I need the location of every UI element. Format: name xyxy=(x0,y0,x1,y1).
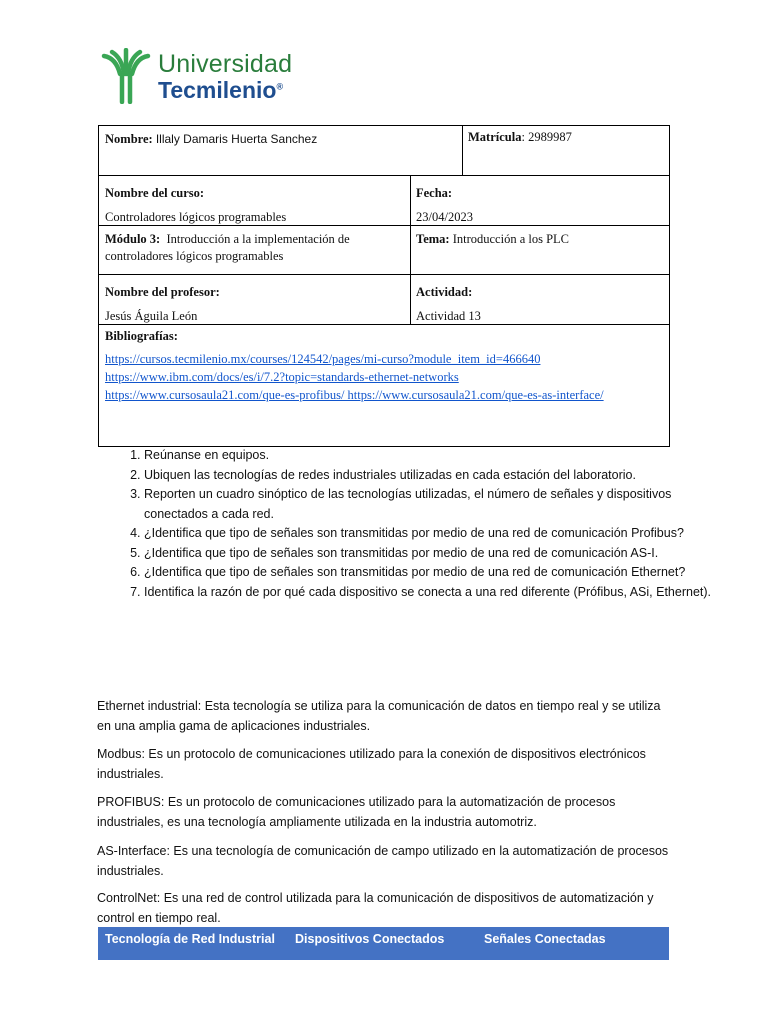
info-table xyxy=(98,125,670,447)
list-item: 1. Reúnanse en equipos. xyxy=(144,446,714,466)
bibliografias-cell: Bibliografías: https://cursos.tecmilenio.mx/courses/124542/pages/mi-curso?module_item_id=466640 https://www.ibm.com/docs/es/i/7.2?topic=standards-ethernet-networks https://www.cursosaula21.com/que-es-profibus/ https://www.cursosaula21.com/que-es-as-interface/ xyxy=(99,325,670,408)
instructions-list xyxy=(100,446,714,602)
logo-line2: Tecmilenio® xyxy=(158,77,284,103)
list-item: 4. ¿Identifica que tipo de señales son transmitidas por medio de una red de comunicación Profibus? xyxy=(144,524,714,544)
paragraph-profibus: PROFIBUS: Es un protocolo de comunicaciones utilizado para la automatización de procesos industriales, es una tecnología ampliamente utilizada en la industria automotriz. xyxy=(97,795,616,829)
link-tecmilenio[interactable]: https://cursos.tecmilenio.mx/courses/124542/pages/mi-curso?module_item_id=466640 xyxy=(105,352,541,366)
link-cursosaula21[interactable]: https://www.cursosaula21.com/que-es-profibus/ https://www.cursosaula21.com/que-es-as-interface/ xyxy=(105,388,604,402)
header-senales: Señales Conectadas xyxy=(484,932,606,946)
list-item: 2. Ubiquen las tecnologías de redes industriales utilizadas en cada estación del laboratorio. xyxy=(144,466,714,486)
fecha-cell: Fecha: 23/04/2023 xyxy=(416,186,473,224)
tecmilenio-logo-icon xyxy=(98,48,154,104)
paragraph-modbus: Modbus: Es un protocolo de comunicaciones utilizado para la conexión de dispositivos electrónicos industriales. xyxy=(97,747,646,781)
network-table-header xyxy=(98,927,669,960)
list-item: 6. ¿Identifica que tipo de señales son transmitidas por medio de una red de comunicación Ethernet? xyxy=(144,563,714,583)
actividad-cell: Actividad: Actividad 13 xyxy=(416,285,481,323)
header-tecnologia: Tecnología de Red Industrial xyxy=(105,932,275,946)
curso-cell: Nombre del curso: Controladores lógicos programables xyxy=(105,186,287,224)
tema-cell: Tema: Introducción a los PLC xyxy=(416,232,570,246)
list-item: 7. Identifica la razón de por qué cada dispositivo se conecta a una red diferente (Prófibus, ASi, Ethernet). xyxy=(144,583,714,603)
modulo-cell: Módulo 3: Introducción a la implementación de controladores lógicos programables xyxy=(105,232,350,263)
university-logo xyxy=(98,44,298,108)
list-item: 5. ¿Identifica que tipo de señales son transmitidas por medio de una red de comunicación AS-I. xyxy=(144,544,714,564)
logo-line1: Universidad xyxy=(158,50,293,78)
list-item: 3. Reporten un cuadro sinóptico de las tecnologías utilizadas, el número de señales y dispositivos conectados a cada red. xyxy=(144,485,714,524)
matricula-cell: Matrícula: 2989987 xyxy=(468,130,572,144)
profesor-cell: Nombre del profesor: Jesús Águila León xyxy=(105,285,220,323)
paragraph-as-interface: AS-Interface: Es una tecnología de comunicación de campo utilizado en la automatización de procesos industriales. xyxy=(97,844,669,878)
header-dispositivos: Dispositivos Conectados xyxy=(295,932,445,946)
link-ibm[interactable]: https://www.ibm.com/docs/es/i/7.2?topic=standards-ethernet-networks xyxy=(105,370,459,384)
nombre-cell: Nombre: Illaly Damaris Huerta Sanchez xyxy=(105,132,318,146)
paragraph-ethernet: Ethernet industrial: Esta tecnología se utiliza para la comunicación de datos en tiempo real y se utiliza en una amplia gama de aplicaciones industriales. xyxy=(97,699,661,733)
paragraph-controlnet: ControlNet: Es una red de control utilizada para la comunicación de dispositivos de automatización y control en tiempo real. xyxy=(97,891,654,925)
